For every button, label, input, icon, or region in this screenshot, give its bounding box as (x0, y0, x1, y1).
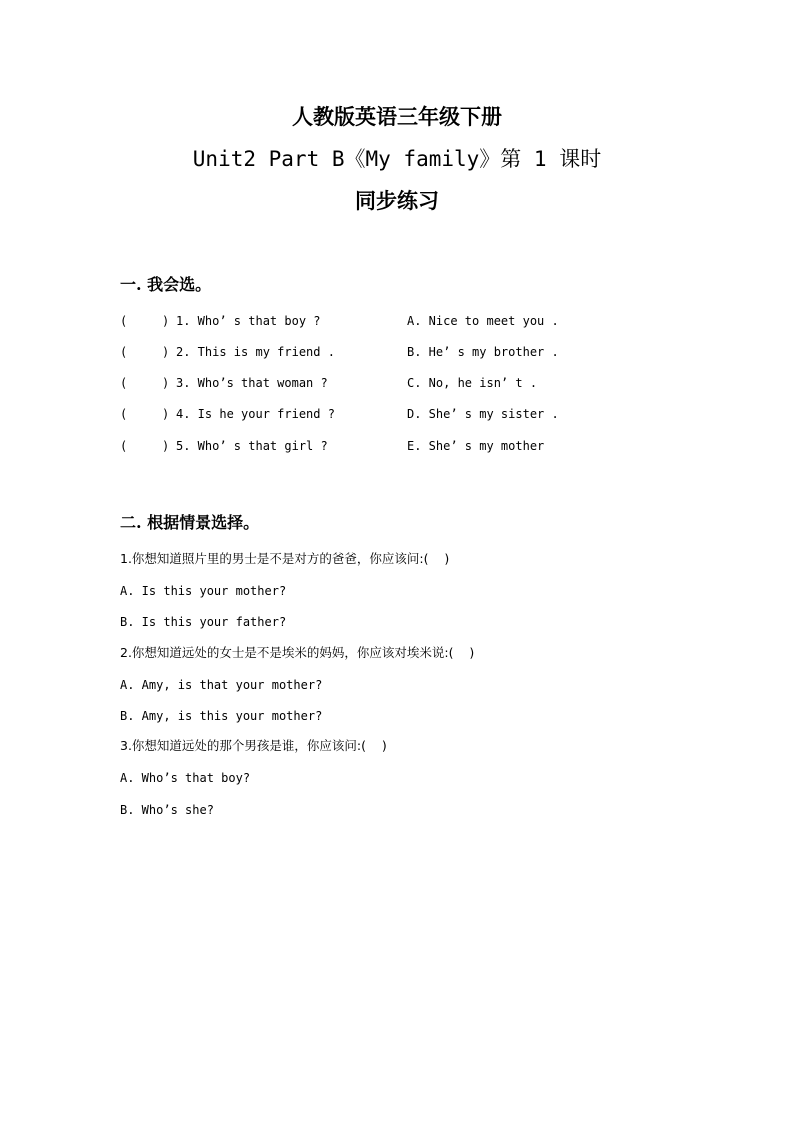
answer-blank-open: ( (120, 345, 128, 359)
answer-blank-close: ) (162, 314, 170, 328)
match-row (120, 437, 680, 455)
document-subtitle: Unit2 Part B《My family》第 1 课时 (192, 147, 602, 171)
match-answer: D. She’ s my sister . (407, 407, 559, 421)
document-subtitle-practice: 同步练习 (355, 188, 439, 213)
match-question: 3. Who’s that woman ? (176, 376, 328, 390)
question-prompt: 2.你想知道远处的女士是不是埃米的妈妈，你应该对埃米说:( ) (120, 645, 475, 660)
match-question: 5. Who’ s that girl ? (176, 439, 328, 453)
answer-blank-open: ( (120, 314, 128, 328)
match-answer: A. Nice to meet you . (407, 314, 559, 328)
match-answer: B. He’ s my brother . (407, 345, 559, 359)
option-b: B. Is this your father? (120, 615, 287, 629)
answer-blank-close: ) (162, 345, 170, 359)
match-question: 1. Who’ s that boy ? (176, 314, 321, 328)
match-row (120, 343, 680, 361)
answer-blank-open: ( (120, 407, 128, 421)
answer-blank-close: ) (162, 376, 170, 390)
match-answer: E. She’ s my mother (407, 439, 545, 453)
match-question: 4. Is he your friend ? (176, 407, 335, 421)
section2-heading: 二. 根据情景选择。 (120, 513, 260, 532)
option-a: A. Who’s that boy? (120, 771, 251, 785)
option-b: B. Amy, is this your mother? (120, 709, 323, 723)
option-b: B. Who’s she? (120, 803, 214, 817)
match-row (120, 312, 680, 330)
option-a: A. Amy, is that your mother? (120, 678, 323, 692)
answer-blank-open: ( (120, 439, 128, 453)
match-answer: C. No, he isn’ t . (407, 376, 538, 390)
question-prompt: 1.你想知道照片里的男士是不是对方的爸爸，你应该问:( ) (120, 551, 450, 566)
section1-heading: 一. 我会选。 (120, 275, 212, 294)
match-question: 2. This is my friend . (176, 345, 335, 359)
option-a: A. Is this your mother? (120, 584, 287, 598)
question-prompt: 3.你想知道远处的那个男孩是谁，你应该问:( ) (120, 738, 387, 753)
answer-blank-close: ) (162, 439, 170, 453)
match-row (120, 405, 680, 423)
document-title: 人教版英语三年级下册 (292, 104, 502, 129)
answer-blank-close: ) (162, 407, 170, 421)
match-row (120, 374, 680, 392)
answer-blank-open: ( (120, 376, 128, 390)
